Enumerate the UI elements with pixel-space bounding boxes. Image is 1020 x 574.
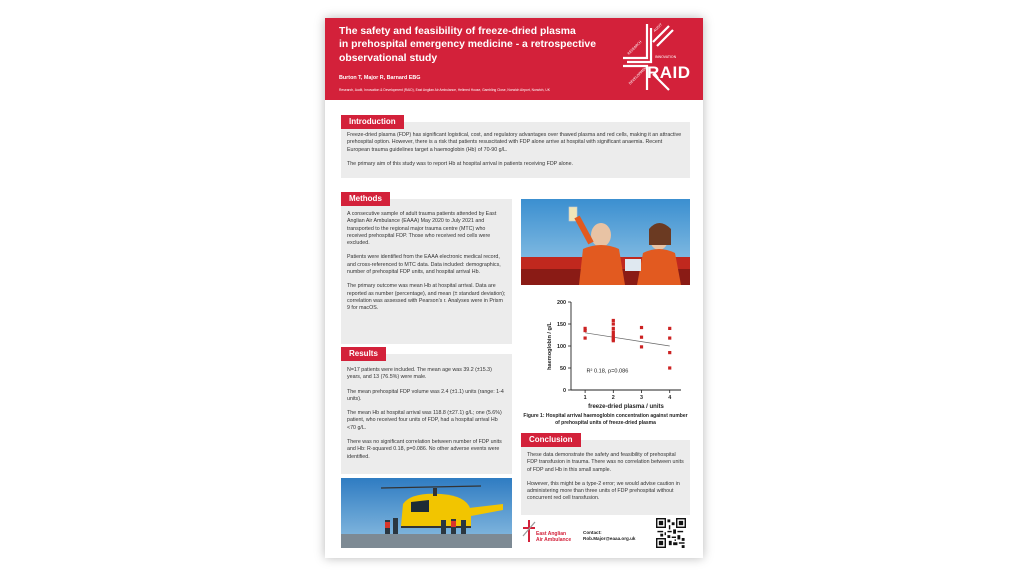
trend-line [585, 333, 670, 346]
helicopter-photo [341, 478, 512, 548]
logo-arc-word: AUDIT [652, 22, 663, 33]
paragraph: However, this might be a type-2 error; we would advise caution in administering more than three units of FDP prehospital without concurrent red cell transfusion. [527, 480, 680, 502]
y-tick-label: 0 [563, 388, 566, 394]
conclusion-body [521, 440, 690, 515]
methods-heading: Methods [341, 192, 390, 206]
logo-arc-word: RESEARCH [626, 39, 643, 56]
methods-body [341, 199, 512, 344]
poster [325, 18, 703, 558]
data-point [612, 319, 615, 322]
paragraph: Freeze-dried plasma (FDP) has significant logistical, cost, and regulatory advantages over thawed plasma and red cells, making it an attractive prehospital option. However, there is a risk that patients resuscitated with FDP alone arrive at hospital with significant anaemia. Recent European trauma guidelines target a haemoglobin (Hb) of 70-90 g/L. [347, 132, 682, 153]
y-tick-label: 200 [557, 300, 566, 306]
x-tick-label: 1 [583, 395, 587, 401]
data-point [612, 327, 615, 330]
data-point [640, 336, 643, 339]
org-name: East Anglian [536, 531, 567, 537]
results-heading: Results [341, 347, 386, 361]
data-point [584, 329, 587, 332]
logo-arc-word: INNOVATION [655, 55, 677, 59]
paragraph: N=17 patients were included. The mean age was 39.2 (±15.3) years, and 13 (76.5%) were male. [347, 367, 492, 381]
authors: Burton T, Major R, Barnard EBG [339, 75, 421, 81]
paragraph: The primary aim of this study was to report Hb at hospital arrival in patients receiving FDP alone. [347, 160, 574, 167]
paragraph: The mean prehospital FDP volume was 2.4 (±1.1) units (range: 1-4 units). [347, 388, 504, 402]
data-point [612, 322, 615, 325]
chart-annotation: R² 0.18, p=0.086 [586, 368, 629, 375]
conclusion-heading: Conclusion [521, 433, 581, 447]
y-tick-label: 100 [557, 344, 566, 350]
affiliation: Research, Audit, Innovation & Development (RAID), East Anglian Air Ambulance, Helimed House, Gambling Close, Norwich Airport, Norwich, UK [339, 88, 550, 92]
org-name: Air Ambulance [536, 537, 572, 543]
figure-caption: Figure 1: Hospital arrival haemoglobin concentration against number of prehospital units of freeze-dried plasma [523, 413, 688, 426]
introduction-body [341, 122, 690, 178]
data-point [640, 326, 643, 329]
poster-title [339, 25, 619, 65]
title-line: observational study [339, 52, 438, 64]
data-point [668, 327, 671, 330]
qr-code-icon[interactable] [656, 518, 686, 548]
x-axis-label: freeze-dried plasma / units [588, 404, 664, 410]
data-point [668, 336, 671, 339]
results-body [341, 354, 512, 474]
y-tick-label: 150 [557, 322, 566, 328]
title-line: The safety and feasibility of freeze-dried plasma [339, 26, 576, 37]
y-tick-label: 50 [560, 366, 566, 372]
logo-arc-word: DEVELOPMENT [628, 64, 649, 86]
x-tick-label: 4 [668, 395, 672, 401]
data-point [584, 336, 587, 339]
introduction-heading: Introduction [341, 115, 404, 129]
x-tick-label: 3 [640, 395, 644, 401]
poster-header [325, 18, 703, 100]
data-point [612, 330, 615, 333]
paragraph: The mean Hb at hospital arrival was 118.8 (±27.1) g/L; one (5.6%) patient, who received four units of FDP, had a hospital arrival Hb <70 g/L. [347, 410, 502, 431]
data-point [640, 345, 643, 348]
data-point [668, 351, 671, 354]
paramedic-photo [521, 199, 690, 285]
data-point [612, 339, 615, 342]
paragraph: These data demonstrate the safety and feasibility of prehospital FDP transfusion in trauma. There was no correlation between units of FDP and Hb in this small sample. [527, 452, 684, 473]
scatter-chart [521, 292, 690, 414]
paragraph: There was no significant correlation between number of FDP units and Hb: R-squared 0.18, p=0.086. No other adverse events were identified. [347, 439, 502, 460]
contact-label: Contact: [583, 530, 602, 535]
y-axis-label: haemoglobin / g/L [547, 322, 553, 370]
x-tick-label: 2 [611, 395, 615, 401]
contact-email[interactable]: Rob.Major@eaaa.org.uk [583, 536, 636, 541]
paragraph: The primary outcome was mean Hb at hospital arrival. Data are reported as number (percentage), and mean (± standard deviation); correlation was assessed with Pearson's r. Analyses were in Prism 9 for macOS. [347, 283, 506, 312]
raid-logo-text: RAID [647, 63, 691, 82]
paragraph: Patients were identified from the EAAA electronic medical record, and cross-referenced to MTC data. Data included: demographics, number of prehospital FDP units, and hospital arrival Hb. [347, 254, 501, 276]
data-point [668, 366, 671, 369]
paragraph: A consecutive sample of adult trauma patients attended by East Anglian Air Ambulance (EAAA) May 2020 to July 2021 and transported to the regional major trauma centre (MTC) who received prehospital FDP. Those who received red cells were excluded. [347, 211, 497, 247]
title-line: in prehospital emergency medicine - a retrospective [339, 39, 596, 51]
